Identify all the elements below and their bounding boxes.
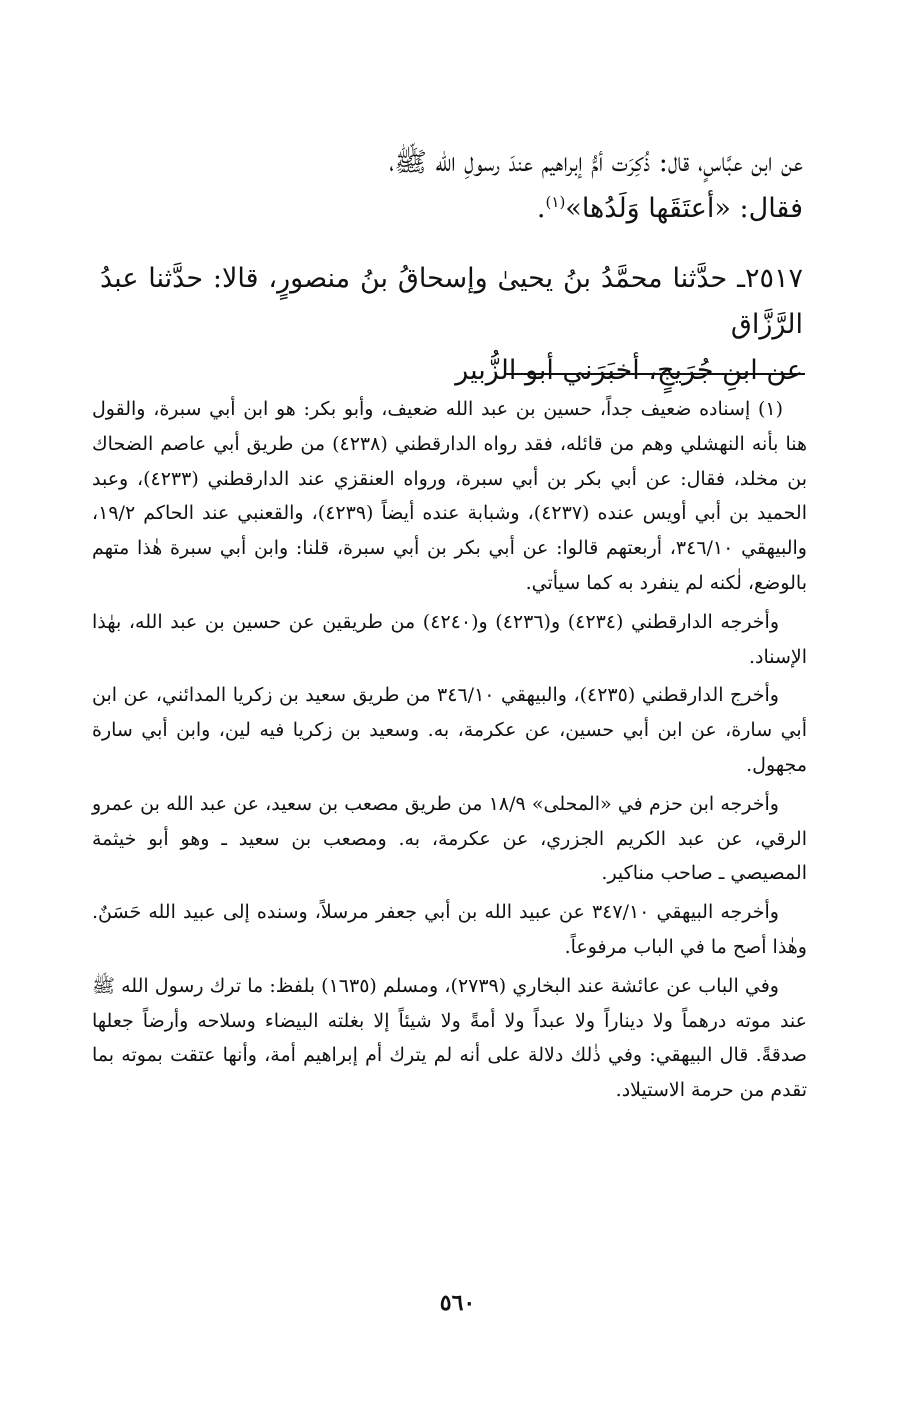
hadith-2516-quote: فقال: «أعتَقَها وَلَدُها»: [565, 193, 803, 224]
footnote-paragraph: (١) إسناده ضعيف جداً، حسين بن عبد الله ضعيف، وأبو بكر: هو ابن أبي سبرة، والقول هنا بأنه النهشلي وهم من قائله، فقد رواه الدارقطني (٤٢٣٨) من طريق أبي عاصم الضحاك بن مخلد، فقال: عن أبي بكر بن أبي سبرة، ورواه العنقزي عند الدارقطني (٤٢٣٣)، وعبد الحميد بن أبي أويس عنده (٤٢٣٧)، وشبابة عنده أيضاً (٤٢٣٩)، والقعنبي عند الحاكم ١٩/٢، والبيهقي ٣٤٦/١٠، أربعتهم قالوا: عن أبي بكر بن أبي سبرة، قلنا: وابن أبي سبرة هٰذا متهم بالوضع، لٰكنه لم ينفرد به كما سيأتي.: [92, 398, 807, 594]
footnote-paragraph: وأخرجه ابن حزم في «المحلى» ١٨/٩ من طريق مصعب بن سعيد، عن عبد الله بن عمرو الرقي، عن عبد الكريم الجزري، عن عكرمة، به. ومصعب بن سعيد ـ وهو أبو خيثمة المصيصي ـ صاحب مناكير.: [92, 792, 807, 885]
hadith-2516-tail-line1: عن ابن عبَّاسٍ، قال: ذُكِرَت أمُّ إبراهيم عندَ رسولِ الله ﷺ،: [389, 147, 803, 178]
main-text: [100, 140, 803, 394]
footnote-paragraph: وأخرجه البيهقي ٣٤٧/١٠ عن عبيد الله بن أبي جعفر مرسلاً، وسنده إلى عبيد الله حَسَنٌ. وهٰذا أصح ما في الباب مرفوعاً.: [92, 901, 807, 958]
footnote-paragraph: وأخرجه الدارقطني (٤٢٣٤) و(٤٢٣٦) و(٤٢٤٠) من طريقين عن حسين بن عبد الله، بهٰذا الإسناد.: [92, 610, 807, 668]
hadith-2516-end-mark: .: [536, 193, 546, 224]
footnote-separator: [505, 373, 805, 375]
footnote-marker[interactable]: (١): [545, 193, 566, 211]
hadith-2517-line2: عن ابنِ جُرَيجٍ، أخبَرَني أبو الزُّبير: [455, 355, 803, 386]
footnote-paragraph: وفي الباب عن عائشة عند البخاري (٢٧٣٩)، ومسلم (١٦٣٥) بلفظ: ما ترك رسول الله ﷺ عند موته درهماً ولا ديناراً ولا عبداً ولا أمةً ولا شيئاً إلا بغلته البيضاء وسلاحه وأرضاً جعلها صدقةً. قال البيهقي: وفي ذٰلك دلالة على أنه لم يترك أم إبراهيم أمة، وأنها عتقت بموته بما تقدم من حرمة الاستيلاد.: [92, 974, 807, 1102]
footnote-paragraph: وأخرج الدارقطني (٤٢٣٥)، والبيهقي ٣٤٦/١٠ من طريق سعيد بن زكريا المدائني، عن ابن أبي سارة، عن ابن أبي حسين، عن عكرمة، به. وسعيد بن زكريا فيه لين، وابن أبي سارة مجهول.: [92, 684, 807, 776]
page-number: ٥٦٠: [439, 1290, 476, 1316]
footnotes-section: [92, 392, 807, 1112]
hadith-2517-line1: ٢٥١٧ـ حدَّثنا محمَّدُ بنُ يحيىٰ وإسحاقُ بنُ منصورٍ، قالا: حدَّثنا عبدُ الرَّزَّاق: [100, 263, 803, 340]
hadith-2516-tail-line2: [100, 186, 803, 232]
